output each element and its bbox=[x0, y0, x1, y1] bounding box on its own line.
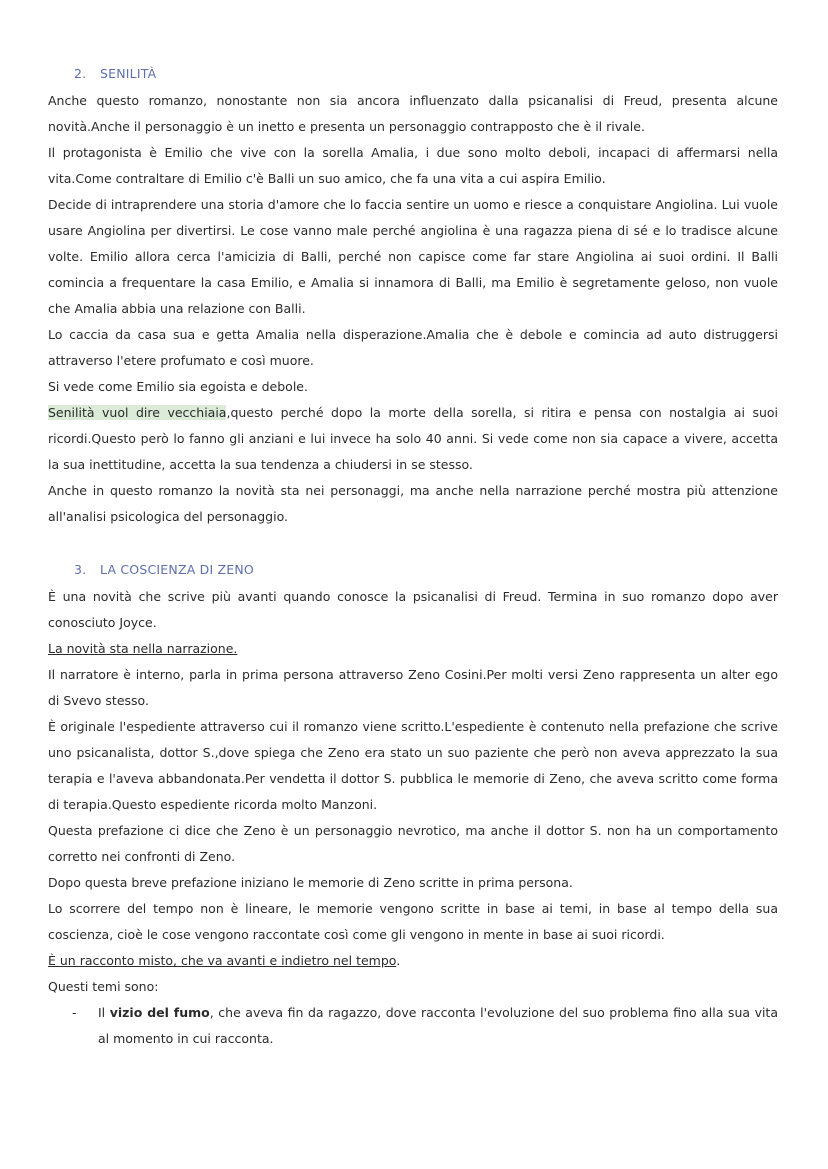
paragraph: Il protagonista è Emilio che vive con la sorella Amalia, i due sono molto deboli, incapaci di affermarsi nella vita.Come contraltare di Emilio c'è Balli un suo amico, che fa una vita a cui aspira Emilio. bbox=[48, 145, 778, 186]
list-item-text: , che aveva fin da ragazzo, dove racconta l'evoluzione del suo problema fino alla sua vita al momento in cui racconta. bbox=[98, 1005, 778, 1046]
highlighted-text: Senilità vuol dire vecchiaia bbox=[48, 405, 227, 420]
paragraph-highlighted bbox=[48, 400, 778, 478]
section-number: 2. bbox=[74, 66, 87, 81]
paragraph: Dopo questa breve prefazione iniziano le memorie di Zeno scritte in prima persona. bbox=[48, 875, 573, 890]
paragraph: È originale l'espediente attraverso cui il romanzo viene scritto.L'espediente è contenuto nella prefazione che scrive uno psicanalista, dottor S.,dove spiega che Zeno era stato un suo paziente che però non aveva apprezzato la sua terapia e l'aveva abbandonata.Per vendetta il dottor S. pubblica le memorie di Zeno, che aveva scritto come forma di terapia.Questo espediente ricorda molto Manzoni. bbox=[48, 719, 778, 812]
paragraph: È una novità che scrive più avanti quando conosce la psicanalisi di Freud. Termina in suo romanzo dopo aver conosciuto Joyce. bbox=[48, 589, 778, 630]
section-body-coscienza bbox=[48, 584, 778, 1052]
paragraph: Anche in questo romanzo la novità sta nei personaggi, ma anche nella narrazione perché mostra più attenzione all'analisi psicologica del personaggio. bbox=[48, 483, 778, 524]
underlined-text: La novità sta nella narrazione. bbox=[48, 641, 238, 656]
section-title: SENILITÀ bbox=[100, 66, 157, 81]
paragraph-text: . bbox=[396, 953, 401, 968]
section-heading-coscienza bbox=[74, 557, 254, 583]
paragraph: Lo caccia da casa sua e getta Amalia nella disperazione.Amalia che è debole e comincia ad auto distruggersi attraverso l'etere profumato e così muore. bbox=[48, 327, 778, 368]
paragraph-text: ,questo perché dopo la morte della sorella, si ritira e pensa con nostalgia ai suoi ricordi.Questo però lo fanno gli anziani e lui invece ha solo 40 anni. Si vede come non sia capace a vivere, accetta la sua inettitudine, accetta la sua tendenza a chiudersi in se stesso. bbox=[48, 405, 779, 472]
paragraph: Il narratore è interno, parla in prima persona attraverso Zeno Cosini.Per molti versi Zeno rappresenta un alter ego di Svevo stesso. bbox=[48, 667, 778, 708]
bold-text: vizio del fumo bbox=[109, 1005, 210, 1020]
section-heading-senilita bbox=[74, 61, 156, 87]
paragraph: Questa prefazione ci dice che Zeno è un personaggio nevrotico, ma anche il dottor S. non ha un comportamento corretto nei confronti di Zeno. bbox=[48, 823, 778, 864]
paragraph: Lo scorrere del tempo non è lineare, le memorie vengono scritte in base ai temi, in base al tempo della sua coscienza, cioè le cose vengono raccontate così come gli vengono in mente in base ai suoi ricordi. bbox=[48, 901, 778, 942]
paragraph-underlined bbox=[48, 948, 778, 974]
paragraph-underlined bbox=[48, 636, 778, 662]
paragraph: Questi temi sono: bbox=[48, 979, 159, 994]
list-item-text: Il bbox=[98, 1005, 110, 1020]
paragraph: Anche questo romanzo, nonostante non sia ancora influenzato dalla psicanalisi di Freud, presenta alcune novità.Anche il personaggio è un inetto e presenta un personaggio contrapposto che è il rivale. bbox=[48, 93, 778, 134]
paragraph: Si vede come Emilio sia egoista e debole. bbox=[48, 379, 308, 394]
section-body-senilita bbox=[48, 88, 778, 530]
bullet-dash: - bbox=[72, 1005, 77, 1020]
section-number: 3. bbox=[74, 562, 87, 577]
underlined-text: È un racconto misto, che va avanti e indietro nel tempo bbox=[48, 953, 397, 968]
section-title: LA COSCIENZA DI ZENO bbox=[100, 562, 254, 577]
list-item bbox=[48, 1000, 778, 1052]
paragraph: Decide di intraprendere una storia d'amore che lo faccia sentire un uomo e riesce a conquistare Angiolina. Lui vuole usare Angiolina per divertirsi. Le cose vanno male perché angiolina è una ragazza piena di sé e lo tradisce alcune volte. Emilio allora cerca l'amicizia di Balli, perché non capisce come far stare Angiolina ai suoi ordini. Il Balli comincia a frequentare la casa Emilio, e Amalia si innamora di Balli, ma Emilio è segretamente geloso, non vuole che Amalia abbia una relazione con Balli. bbox=[48, 197, 778, 316]
